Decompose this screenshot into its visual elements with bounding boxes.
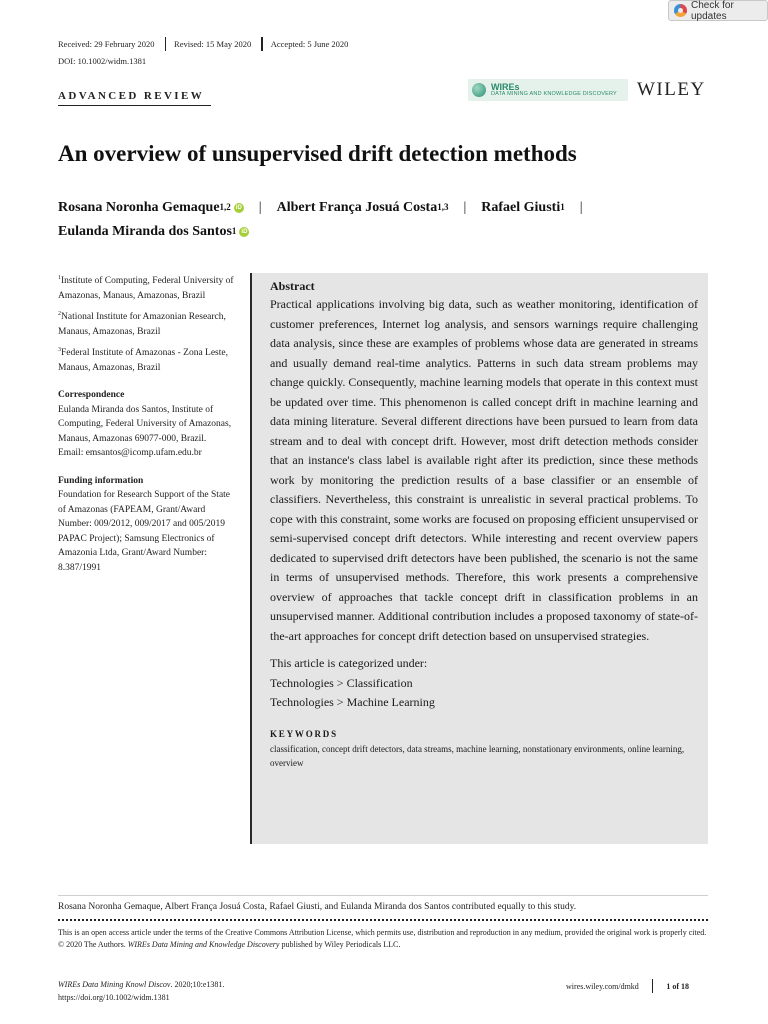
article-type: ADVANCED REVIEW <box>58 90 205 102</box>
affiliation <box>58 343 240 375</box>
accepted-date: Accepted: 5 June 2020 <box>270 39 349 49</box>
author-name[interactable]: Eulanda Miranda dos Santos <box>58 224 232 239</box>
affiliation-text: Institute of Computing, Federal University of Amazonas, Manaus, Amazonas, Brazil <box>58 276 234 301</box>
affiliation-number: 3 <box>58 347 61 354</box>
orcid-icon[interactable]: iD <box>235 205 242 211</box>
correspondence-heading: Correspondence <box>58 390 125 401</box>
author-separator: | <box>463 200 467 215</box>
received-date: Received: 29 February 2020 <box>58 39 155 49</box>
abstract-panel <box>250 273 708 844</box>
affiliation <box>58 271 240 303</box>
affiliation <box>58 307 240 339</box>
category-item[interactable]: Technologies > Classification <box>270 675 413 690</box>
author-affiliation-ref: 1,2 <box>219 202 231 212</box>
footer-volume: . 2020;10:e1381. <box>170 980 225 989</box>
footer-doi-link[interactable]: https://doi.org/10.1002/widm.1381 <box>58 992 170 1002</box>
license-block <box>58 927 708 951</box>
footnote-divider <box>58 895 708 896</box>
categories-block <box>270 654 698 713</box>
orcid-icon[interactable]: iD <box>241 229 248 235</box>
abstract-text: Practical applications involving big data, such as weather monitoring, identification of customer preferences, Internet log analysis, and sensors warnings require challenging data analysis, since these are examples of problems whose data are generated in streams and usually demand real-time analytics. Patterns in such data stream problems may change quickly. Consequently, machine learning models that operate in this context must be updated over time. This phenomenon is called concept drift in machine learning and data mining literature. Several different directions have been pursued to learn from data stream and to deal with concept drift. However, most drift detection methods consider that an instance's class label is available right after its prediction, since these methods work by monitoring the prediction results of a base classifier or an ensemble of classifiers. Nevertheless, this constraint is unrealistic in several practical problems. To cope with this constraint, some works are focused on proposing efficient unsupervised or semi-supervised concept drift detectors. While interesting and recent overview papers dedicated to supervised drift detectors have been published, the scenario is not the same in terms of unsupervised methods. Therefore, this work presents a comprehensive overview of approaches that tackle concept drift in classification problems in an unsupervised manner. Additional contribution includes a proposed taxonomy of state-of-the-art approaches for concept drift detection based on unsupervised strategies. <box>270 297 698 643</box>
date-divider <box>261 37 263 51</box>
publisher-logo: WILEY <box>637 79 706 100</box>
wires-logo-icon <box>472 83 486 97</box>
funding-heading: Funding information <box>58 475 144 486</box>
copyright-prefix: © 2020 The Authors. <box>58 940 128 949</box>
correspondence-email[interactable]: Email: emsantos@icomp.ufam.edu.br <box>58 448 202 459</box>
abstract-heading: Abstract <box>270 279 315 293</box>
license-divider <box>58 919 708 921</box>
author-name[interactable]: Rafael Giusti <box>481 200 561 215</box>
footer-divider <box>652 979 654 993</box>
crossmark-icon <box>674 4 687 17</box>
article-sidebar <box>58 271 240 575</box>
check-for-updates-label: Check for updates <box>691 0 734 22</box>
copyright-suffix: published by Wiley Periodicals LLC. <box>279 940 401 949</box>
check-for-updates-button[interactable] <box>668 0 768 21</box>
funding-text: Foundation for Research Support of the State of Amazonas (FAPEAM, Grant/Award Number: 009/2012, 009/2017 and 005/2019 PAPAC Project); Samsung Electronics of Amazonia Ltda, Grant/Award Number: 8.387/1991 <box>58 490 231 573</box>
author-separator: | <box>579 200 583 215</box>
contribution-note: Rosana Noronha Gemaque, Albert França Josuá Costa, Rafael Giusti, and Eulanda Miranda dos Santos contributed equally to this study. <box>58 902 577 912</box>
footer-site-link[interactable]: wires.wiley.com/dmkd <box>566 981 639 991</box>
author-name[interactable]: Albert França Josuá Costa <box>276 200 438 215</box>
journal-logo <box>468 79 628 101</box>
keywords-text: classification, concept drift detectors, data streams, machine learning, nonstationary environments, online learning, overview <box>270 743 685 768</box>
author-separator: | <box>258 200 262 215</box>
article-type-underline <box>58 105 211 106</box>
copyright-journal: WIREs Data Mining and Knowledge Discovery <box>127 940 280 949</box>
keywords-heading: KEYWORDS <box>270 728 338 739</box>
journal-logo-name: WIREs <box>491 81 520 92</box>
affiliation-text: Federal Institute of Amazonas - Zona Leste, Manaus, Amazonas, Brazil <box>58 348 228 373</box>
author-affiliation-ref: 1 <box>231 226 237 236</box>
author-affiliation-ref: 1 <box>560 202 565 212</box>
license-text: This is an open access article under the terms of the Creative Commons Attribution License, which permits use, distribution and reproduction in any medium, provided the original work is properly cited. <box>58 928 707 937</box>
author-name[interactable]: Rosana Noronha Gemaque <box>58 200 220 215</box>
affiliation-number: 2 <box>58 311 61 318</box>
author-list <box>58 196 718 244</box>
affiliation-text: National Institute for Amazonian Research, Manaus, Amazonas, Brazil <box>58 312 226 337</box>
article-dates <box>58 37 348 51</box>
affiliation-number: 1 <box>58 275 61 281</box>
journal-logo-subtitle: DATA MINING AND KNOWLEDGE DISCOVERY <box>491 90 617 97</box>
correspondence-text: Eulanda Miranda dos Santos, Institute of Computing, Federal University of Amazonas, Manaus, Amazonas 69077-000, Brazil. <box>58 404 232 444</box>
article-title: An overview of unsupervised drift detection methods <box>58 141 577 166</box>
category-item[interactable]: Technologies > Machine Learning <box>270 695 435 709</box>
copyright-line <box>58 939 708 951</box>
page-number: 1 of 18 <box>666 981 689 991</box>
footer-right <box>566 979 689 993</box>
article-doi: DOI: 10.1002/widm.1381 <box>58 56 147 66</box>
categorized-heading: This article is categorized under: <box>270 656 428 670</box>
footer-citation <box>58 979 224 1004</box>
revised-date: Revised: 15 May 2020 <box>174 39 252 49</box>
footer-journal: WIREs Data Mining Knowl Discov <box>58 980 171 989</box>
author-affiliation-ref: 1,3 <box>437 202 449 212</box>
date-divider <box>165 37 167 51</box>
